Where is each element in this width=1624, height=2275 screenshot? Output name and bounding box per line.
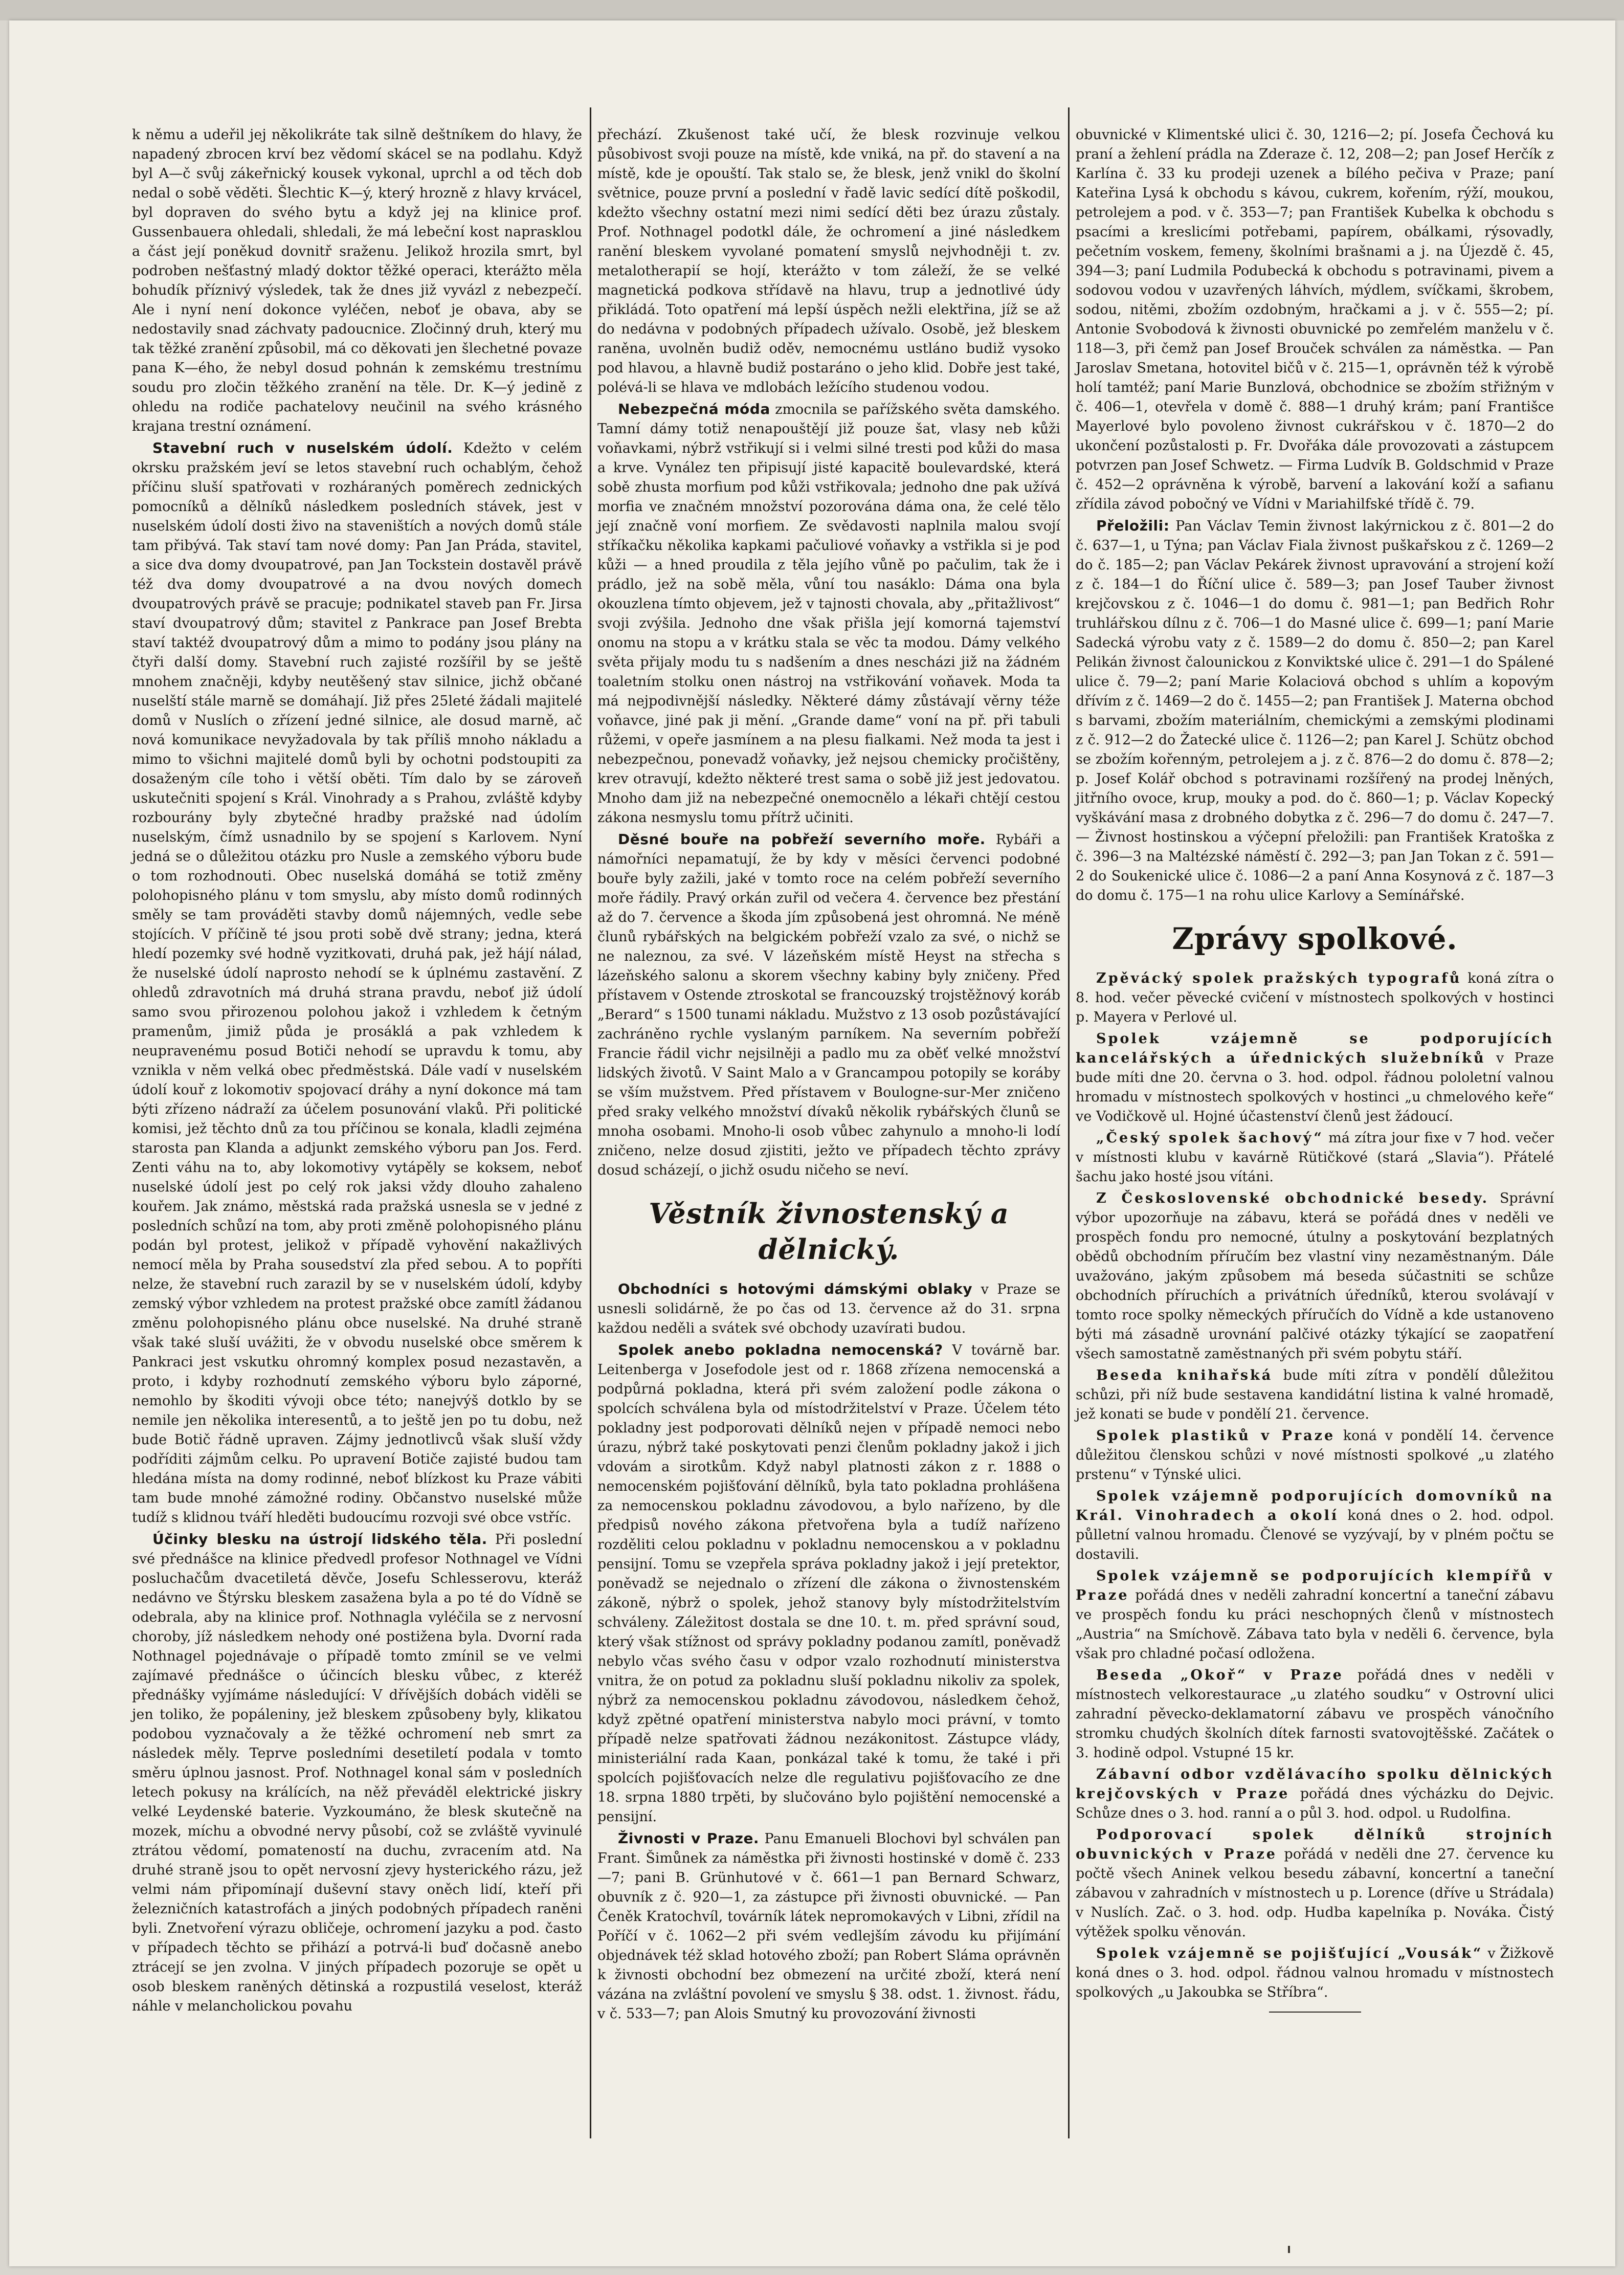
article-text: Při poslední své přednášce na klinice předvedl profesor Nothnagel ve Vídni posluchačům dvacetiletá děvče, Josefu Schlesserovu, kteráž nedávno ve Štýrsku bleskem zasažena byla a po té do Vídně se odebrala, aby na klinice prof. Nothnagla vyléčila se z nervosní choroby, jíž následkem nehody oné postižena byla. Dvorní rada Nothnagel pojednávaje o případě tomto zmínil se ve velmi zajímavé přednášce o účincích blesku vůbec, z kteréž přednášky vyjímáme následující: V dřívějších dobách viděli se jen toliko, že popáleniny, jež bleskem způsobeny byly, klikatou podobou vyznačovaly a že těžké ochromení neb smrt za následek měly. Teprve posledními desetiletí podala v tomto směru úplnou jasnost. Prof. Nothnagel konal sám v posledních letech pokusy na králících, na něž převáděl elektrické jiskry velké Leydenské baterie. Vyzkoumáno, že blesk skutečně na mozek, míchu a obvodné nervy působí, což se zvláště vyvinulé ztrátou vědomí, pomateností na duchu, zvracením atd. Na druhé straně jsou to opět nervosní zjevy hysterického rázu, jež velmi nám připomínají duševní stavy oněch lidí, kteří při železničních katastrofách a jiných podobných případech raněni byli. Znetvoření výrazu obličeje, ochromení jazyku a pod. často v případech těchto se přihází a potrvá-li buď dočasně anebo ztrácejí se jen zvolna. V jiných případech pozoruje se opět u osob bleskem raněných dětinská a rozpustilá veselost, kteráž náhle v melancholickou povahu (132, 1532, 582, 2014)
article-paragraph (597, 830, 1060, 1180)
article-heading: Spolek vzájemně podporujících domovníků na Král. Vinohradech a okolí (1076, 1488, 1554, 1523)
article-paragraph (1076, 1366, 1554, 1424)
article-paragraph (1076, 1566, 1554, 1664)
article-text: V továrně bar. Leitenberga v Josefodole jest od r. 1868 zřízena nemocenská a podpůrná pokladna, která při svém založení podle zákona o spolcích schválena byla od místodržitelství v Praze. Účelem této pokladny jest podporovati dělníků nejen v případě nemoci nebo úrazu, nýbrž také poskytovati penzi členům pokladny jakož i jich vdovám a sirotkům. Když nabyl platnosti zákon z r. 1888 o nemocenském pojišťování dělníků, byla tato pokladna prohlášena za nemocenskou pokladnu závodovou, a bylo nařízeno, by dle předpisů nového zákona přetvořena byla a tudíž nařízeno rozděliti celou pokladnu v pokladnu nemocenskou a v pokladnu pensijní. Tomu se vzepřela správa pokladny jakož i její pretektor, poněvadž se nejednalo o zřízení dle zákona o živnostenském zákoně, nýbrž o spolek, jehož stanovy byly místodržitelstvím schváleny. Záležitost dostala se dne 10. t. m. před správní soud, který však stížnost od správy pokladny podanou zamítl, poněvadž nebylo včas svého času v odpor vzalo rozhodnutí ministerstva vnitra, že on potud za pokladnu sluší pokladnu nikoliv za spolek, nýbrž za nemocenskou pokladnu závodovou, následkem čehož, když zpětné opatření ministerstva nabylo moci právní, v tomto případě nelze spatřovati žádnou nezákonitost. Zástupce vlády, ministeriální rada Kaan, ponkázal také k tomu, že také i při spolcích pojišťovacích nelze dle regulativu pojišťovacího ze dne 18. srpna 1880 trpěti, by slučováno bylo pojištění nemocenské a pensijní. (597, 1342, 1060, 1825)
article-text: Panu Emanueli Blochovi byl schválen pan Frant. Šimůnek za náměstka při živnosti hostinské v domě č. 233—7; pani B. Grünhutové v č. 661—1 pan Bernard Schwarz, obuvník z č. 920—1, za zástupce při živnosti obuvnické. — Pan Čeněk Kratochvíl, továrník látek nepromokavých v Libni, zřídil na Poříčí v č. 1062—2 při svém vedlejším závodu ku přijímání objednávek též sklad hotového zboží; pan Robert Sláma oprávněn k živnosti obchodní bez obmezení na určité zboží, která není vázána na zvláštní povolení ve smyslu § 38. odst. 1. živnost. řádu, v č. 533—7; pan Alois Smutný ku provozování živnosti (597, 1831, 1060, 2022)
article-heading: Beseda „Okoř“ v Praze (1096, 1667, 1344, 1683)
article-paragraph (1076, 1825, 1554, 1942)
column-rule-right (1068, 107, 1070, 2138)
article-heading: „Český spolek šachový“ (1096, 1130, 1324, 1146)
article-heading: Nebezpečná móda (618, 401, 770, 417)
article-paragraph (1076, 969, 1554, 1027)
article-text: koná zítra o 8. hod. večer pěvecké cvičení v místnostech spolkových v hostinci p. Mayera v Perlové ul. (1076, 970, 1554, 1025)
article-heading: Zpěvácký spolek pražských typografů (1096, 970, 1462, 986)
article-paragraph (1076, 1944, 1554, 2002)
article-heading: Spolek anebo pokladna nemocenská? (618, 1341, 943, 1358)
article-paragraph (597, 1340, 1060, 1827)
column-rule-left (590, 107, 591, 2138)
article-text: Pan Václav Temin živnost lakýrnickou z č. 801—2 do č. 637—1, u Týna; pan Václav Fiala živnost puškařskou z č. 1269—2 do č. 185—2; pan Václav Pekárek živnost upravování a strojení koží z č. 184—1 do Říční ulice č. 589—3; pan Josef Tauber živnost krejčovskou z č. 1046—1 do domu č. 981—1; pan Bedřich Rohr truhlářskou dílnu z č. 706—1 do Masné ulice č. 699—1; paní Marie Sadecká výrobu vaty z č. 1589—2 do domu č. 850—2; pan Karel Pelikán živnost čalounickou z Konviktské ulice č. 291—1 do Spálené ulice č. 79—2; paní Marie Kolaciová obchod s uhlím a kopovým dřívím z č. 1469—2 do č. 1455—2; pan František J. Materna obchod s barvami, zbožím materiálním, chemickými a zemskými plodinami z č. 912—2 do Žatecké ulice č. 1126—2; pan Karel J. Schütz obchod se zbožím kořenným, petrolejem a j. z č. 876—2 do domu č. 878—2; p. Josef Kolář obchod s potravinami rozšířený na prodej lněných, jitřního ovoce, krup, mouky a pod. do č. 860—1; p. Václav Kopecký vyškávání masa z drobného dobytka z č. 296—7 do domu č. 247—7. — Živnost hostinskou a výčepní přeložili: pan František Kratoška z č. 396—3 na Maltézské náměstí č. 292—3; pan Jan Tokan z č. 591—2 do Soukenické ulice č. 1086—2 a paní Anna Kosynová z č. 187—3 do domu č. 175—1 na rohu ulice Karlovy a Semínářské. (1076, 518, 1554, 903)
article-heading: Přeložili: (1096, 517, 1170, 534)
article-heading: Podporovací spolek dělníků strojních obuvnických v Praze (1076, 1827, 1554, 1862)
article-paragraph (1076, 1765, 1554, 1823)
scan-top-edge (0, 0, 1624, 20)
article-paragraph (1076, 1129, 1554, 1187)
article-paragraph (1076, 1487, 1554, 1564)
article-paragraph (597, 1829, 1060, 2024)
article-text: obuvnické v Klimentské ulici č. 30, 1216—2; pí. Josefa Čechová ku praní a žehlení prádla na Zderaze č. 12, 208—2; pan Josef Herčík z Karlína č. 33 ku prodeji uzenek a bílého pečiva v Praze; paní Kateřina Lysá k obchodu s kávou, cukrem, kořením, rýží, moukou, petrolejem a pod. v č. 353—7; pan František Kubelka k obchodu s psacími a kreslicími potřebami, papírem, obálkami, rýsovadly, pečetním voskem, femeny, školními brašnami a j. na Újezdě č. 45, 394—3; paní Ludmila Podubecká k obchodu s potravinami, pivem a sodovou vodou v uzavřených láhvích, mýdlem, svíčkami, škrobem, sodou, nitěmi, zbožím ozdobným, hračkami a j. v č. 555—2; pí. Antonie Svobodová k živnosti obuvnické po zemřelém manželu v č. 118—3, při čemž pan Josef Brouček schválen za náměstka. — Pan Jaroslav Smetana, hotovitel bičů v č. 215—1, oprávněn též k výrobě holí tamtéž; paní Marie Bunzlová, obchodnice se zbožím střižným v č. 406—1, otevřela v domě č. 888—1 druhý krám; paní Františce Mayerlové bylo povoleno živnost cukrářskou v č. 1870—2 do ukončení pozůstalosti p. Fr. Dvořáka dále provozovati a zástupcem potvrzen pan Josef Schwetz. — Firma Ludvík B. Goldschmid v Praze č. 452—2 oprávněna k výrobě, barvení a lakování koží a safianu zřídila závod pobočný ve Vídni v Mariahilfské třídě č. 79. (1076, 127, 1554, 512)
article-text: Kdežto v celém okrsku pražském jeví se letos stavební ruch ochablým, čehož příčinu sluší spatřovati v rozháraných poměrech zednických pomocníků a dělníků následkem posledních stávek, jest v nuselském údolí dosti živo na staveništích a nových domů stále tam přibývá. Tak staví tam nové domy: Pan Jan Práda, stavitel, a sice dva domy dvoupatrové, pan Jan Tockstein dostavěl právě též dva domy dvoupatrové a na dvou nových domech dvoupatrových právě se pracuje; podnikatel staveb pan Fr. Jirsa staví dvoupatrový dům; stavitel z Pankrace pan Josef Brebta staví taktéž dvoupatrový dům a mimo to podány jsou plány na čtyři další domy. Stavební ruch zajisté rozšířil by se ještě mnohem značněji, kdyby neutěšený stav silnice, jichž občané nuselští stále marně se domáhají. Již přes 25leté žádali majitelé domů v Nuslích o zřízení jedné silnice, ale dosud marně, ač nová komunikace nevyžadovala by tak příliš mnoho nákladu a mimo to všichni majitelé domů byli by ochotni podstoupiti za dosaženým cíle toho i větší oběti. Tím dalo by se zároveň uskutečniti spojení s Král. Vinohrady a s Prahou, zvláště kdyby rozbourány byly zbytečné hradby pražské nad údolím nuselským, čímž usnadnilo by se spojení s Karlovem. Nyní jedná se o důležitou otázku pro Nusle a zemského výboru bude o tom rozhodnouti. Obec nuselská domáhá se totiž změny polohopisného plánu v tom smyslu, aby místo domů rodinných směly se tam prováděti stavby domů nájemných, vedle sebe stojících. V příčině té jsou proti sobě dvě strany; jedna, která hledí pozemky své hodně vyzitkovati, druhá pak, jež hájí nálad, že nuselské údolí naprosto nehodí se k úplnému zastavění. Z ohledů zdravotních má druhá strana pravdu, neboť již údolí samo svou přirozenou polohou jakož i vzhledem k četným pramenům, jimiž půda je prosáklá a pak vzhledem k neupravenému posud Botiči nehodí se upravdu k tomu, aby vznikla v něm velká obec předměstská. Dále vadí v nuselském údolí kouř z lokomotiv spojovací dráhy a nyní dokonce má tam býti zřízeno nádraží za účelem posunování vlaků. Při politické komisi, jež těchto dnů za tou příčinou se konala, kladli zejména starosta pan Klanda a adjunkt zemského výboru pan Jos. Ferd. Zenti váhu na to, aby lokomotivy vytápěly se koksem, neboť nuselské údolí jest po celý rok jaksi vždy dlouho zahaleno kouřem. Jak známo, městská rada pražská usnesla se v jedné z posledních schůzí na tom, aby proti změně polohopisného plánu podán byl protest, jelikož v případě vyhovění nakažlivých nemocí měla by Praha sousedství zla před sebou. A to popříti nelze, že stavební ruch zarazil by se v nuselském údolí, kdyby zemský výbor vzhledem na protest pražské obce zamítl žádanou změnu polohopisného plánu obce nuselské. Na druhé straně však také sluší uvážiti, že v obvodu nuselské obce směrem k Pankraci jest vskutku ohromný komplex posud nezastavěn, a proto, i kdyby rozhodnutí zemského výboru bylo záporné, nemohlo by škoditi vývoji obce této; nanejvýš dotklo by se nemile jen několika interesentů, a to ještě jen po tu dobu, než bude Botič řádně upraven. Zájmy jednotlivců však sluší vždy podříditi zájmům celku. Po upravení Botiče zajisté budou tam hledána místa na domy rodinné, neboť blízkost ku Praze vábiti tam bude mnohé zámožné rodiny. Občanstvo nuselské může tudíž s klidnou tváří hleděti budoucímu rozvoji své obce vstříc. (132, 440, 582, 1526)
section-title-associations: Zprávy spolkové. (1172, 921, 1458, 956)
article-heading: Spolek vzájemně se pojišťující „Vousák“ (1096, 1946, 1483, 1961)
article-heading: Zábavní odbor vzdělávacího spolku dělnických krejčovských v Praze (1076, 1766, 1554, 1802)
article-heading: Spolek vzájemně se podporujících klempířů v Praze (1076, 1568, 1554, 1603)
article-text: bude míti zítra v pondělí důležitou schůzi, při níž bude sestavena kandidátní listina k valné hromadě, jež konati se bude v pondělí 21. července. (1076, 1367, 1554, 1422)
article-paragraph (1076, 1426, 1554, 1485)
article-text: má zítra jour fixe v 7 hod. večer v místnosti klubu v kavárně Rütičkové (stará „Slavia“). Přátelé šachu jako hosté jsou vítáni. (1076, 1130, 1554, 1185)
article-heading: Beseda knihařská (1096, 1367, 1273, 1383)
article-text: pořádá dnes v neděli zahradní koncertní a taneční zábavu ve prospěch fondu ku práci neschopných členů v místnostech „Austria“ na Smíchově. Zábava tato byla v neděli 6. července, byla však pro chladné počasí odložena. (1076, 1587, 1554, 1662)
article-text: Rybáři a námořníci nepamatují, že by kdy v měsíci červenci podobné bouře byly zažili, jaké v tomto roce na celém pobřeží severního moře řádily. Pravý orkán zuřil od večera 4. července bez přestání až do 7. července a škoda jím způsobená jest ohromná. Ne méně člunů rybářských na belgickém pobřeží vzalo za své, o nichž se ne naleznou, za své. V lázeňském místě Heyst na střecha s lázeňského salonu a skorem všechny kabiny byly zničeny. Před přístavem v Ostende ztroskotal se francouzský trojstěžnový koráb „Berard“ s 1500 tunami nákladu. Mužstvo z 13 osob pozůstávající zachráněno rychle vyslaným parníkem. Na severním pobřeží Francie řádil vichr nejsilněji a padlo mu za oběť velké množství lidských životů. V Saint Malo a v Grancampou potopily se koráby se vším mužstvem. Před přístavem v Boulogne-sur-Mer zničeno před sraky velkého množství dívaků několik rybářských člunů se mnoha osobami. Mnoho-li osob vůbec zahynulo a mnoho-li lodí zničeno, nelze dosud zjistiti, ježto ve případech těchto zprávy dosud scházejí, o jichž osudu ničeho se neví. (597, 832, 1060, 1178)
article-heading: Z Československé obchodnické besedy. (1096, 1190, 1489, 1206)
article-text: v Praze bude míti dne 20. června o 3. hod. odpol. řádnou pololetní valnou hromadu v místnostech spolkových v hostinci „u chmelového keře“ ve Vodičkově ul. Hojné účastenství členů jest žádoucí. (1076, 1050, 1554, 1124)
article-heading: Spolek vzájemně se podporujících kancelářských a úřednických služebníků (1076, 1031, 1554, 1066)
article-text: v Žižkově koná dnes o 3. hod. odpol. řádnou valnou hromadu v místnostech spolkových „u Jakoubka se Stříbra“. (1076, 1946, 1554, 2000)
newspaper-page (9, 20, 1615, 2266)
article-heading: Spolek plastiků v Praze (1096, 1428, 1336, 1444)
print-mark (1288, 2246, 1290, 2253)
article-paragraph (1076, 1189, 1554, 1364)
article-text: přechází. Zkušenost také učí, že blesk rozvinuje velkou působivost svoji pouze na místě, kde vniká, na př. do stavení a na místě, kde je opouští. Tak stalo se, že blesk, jenž vnikl do školní světnice, pouze první a poslední v řadě lavic sedící dítě poškodil, kdežto všechny ostatní mezi nimi sedící děti bez úrazu zůstaly. Prof. Nothnagel podotkl dále, že ochromení a jiné následkem ranění bleskem vyvolané pomatení smyslů nejvhodněji t. zv. metalotherapií se hojí, kterážto v tom záleží, že se velké magnetická podkova střídavě na hlavu, trup a jednotlivé údy přikládá. Toto opatření má lepší úspěch nežli elektřina, jíž se až do nedávna v podobných případech užívalo. Osobě, jež bleskem raněna, uvolněn budiž oděv, nemocnému ustláno budiž vysoko pod hlavou, a hlavně budiž postaráno o jeho klid. Dobře jest také, polévá-li se hlava ve mdlobách ležícího studenou vodou. (597, 127, 1060, 395)
article-text: pořádá dnes výcházku do Dejvic. Schůze dnes o 3. hod. ranní a o půl 3. hod. odpol. u Rudolfina. (1076, 1786, 1554, 1821)
article-heading: Děsné bouře na pobřeží severního moře. (618, 831, 986, 848)
article-paragraph (132, 438, 582, 1528)
article-text: zmocnila se pařížského světa damského. Tamní dámy totiž nenapouštějí již pouze šat, vlasy neb kůži voňavkami, nýbrž vstřikují si i velmi silné tresti pod kůži do masa a krve. Vynález ten připisují jisté kapacitě boulevardské, která sobě zhusta morfium pod kůži vstřikovala; jednoho dne pak užívá morfia ve značném množství pozorována dáma ona, že celé tělo její značně voní morfiem. Ze svědavosti naplnila malou svojí stříkačku několika kapkami pačuliové voňavky a vstřikla si je pod kůži — a hned proudila z těla jejího vůně po pačulim, tak že i prádlo, jež na sobě měla, vůní tou nasáklo: Dáma ona byla okouzlena tímto objevem, jež v tajnosti chovala, aby „přitažlivost“ svoji zvýšila. Jednoho dne však přišla její komorná tajemství onomu na stopu a v krátku stala se věc ta modou. Dámy velkého světa přijaly modu tu s nadšením a dnes nescházi již na žádném toaletním stolku onen nástroj na vstřikování voňavek. Moda ta má nejpodivnější následky. Některé dámy zůstávají věrny téže voňavce, jiné pak ji mění. „Grande dame“ voní na př. při tabuli růžemi, v opeře jasmínem a na plesu fialkami. Než moda ta jest i nebezpečnou, ponevadž voňavky, jež nejsou chemicky pročištěny, krev otravují, kdežto některé trest sama o sobě již jest jedovatou. Mnoho dam již na nebezpečné onemocnělo a lékaři chtějí cestou zákona nesmyslu tomu přítrž učiniti. (597, 402, 1060, 826)
article-paragraph (1076, 1029, 1554, 1127)
column-3 (1076, 125, 1554, 2013)
article-text: koná v pondělí 14. července důležitou členskou schůzi v nové místnosti spolkové „u zlatého prstenu“ v Týnské ulici. (1076, 1428, 1554, 1483)
article-paragraph (1076, 516, 1554, 905)
article-paragraph (1076, 1666, 1554, 1763)
article-heading: Obchodníci s hotovými dámskými oblaky (618, 1280, 973, 1297)
article-paragraph (597, 1279, 1060, 1338)
article-text: Správní výbor upozorňuje na zábavu, která se pořádá dnes v neděli ve prospěch fondu pro nemocné, útulny a poskytování bezplatných obědů obchodním příručím bez vlastní viny nezaměstnaným. Dále uvažováno, jakým způsobem má beseda súčastniti se schůze obchodních příruchích a privátních úředníků, kterou svolávají v tomto roce spolky německých příručích do Vídně a kde ustanoveno býti má zásadně urovnání palčivé otázky týkající se zaopatření všech samostatně zaměstnaných při svém pobytu stáří. (1076, 1190, 1554, 1362)
article-text: k němu a udeřil jej několikráte tak silně deštníkem do hlavy, že napadený zbrocen krví bez vědomí skácel se na podlahu. Když byl A—č svůj zákeřnický kousek vykonal, uprchl a od těch dob nedal o sobě věděti. Šlechtic K—ý, který hrozně z hlavy krvácel, byl dopraven do svého bytu a když jej na klinice prof. Gussenbauera ohledali, shledali, že má lebeční kost naprasklou a část její poněkud dovnitř sraženu. Jelikož hrozila smrt, byl podroben nešťastný mladý doktor těžké operaci, kterážto měla bohudík příznivý výsledek, tak že dnes již vyvázl z nebezpečí. Ale i nyní není dokonce vyléčen, neboť je obava, aby se nedostavily snad záchvaty padoucnice. Zločinný druh, který mu tak těžké zranění způsobil, má co děkovati jen šlechetné povaze pana K—ého, že nebyl dosud pohnán k zemskému trestnímu soudu pro zločin těžkého zranění na těle. Dr. K—ý jedině z ohledu na rodiče pachatelovy neučinil na svého krásného krajana trestní oznámení. (132, 127, 582, 434)
article-text: pořádá dnes v neděli v místnostech velkorestaurace „u zlatého soudku“ v Ostrovní ulici zahradní pěvecko-deklamatorní zábavu ve prospěch vánočního stromku chudých školních dítek farnosti svatovojtěšské. Začátek o 3. hodině odpol. Vstupné 15 kr. (1076, 1667, 1554, 1761)
section-title-trade: Věstník živnostenský a dělnický. (649, 1197, 1009, 1266)
article-text: pořádá v neděli dne 27. července ku počtě všech Aninek velkou besedu zábavní, koncertní a taneční zábavou v zahradních v místnostech u p. Lorence (dříve u Strádala) v Nuslích. Zač. o 3. hod. odp. Hudba kapelníka p. Nováka. Čistý výtěžek spolku věnován. (1076, 1846, 1554, 1940)
column-1 (132, 125, 582, 2018)
article-heading: Stavební ruch v nuselském údolí. (152, 439, 453, 456)
end-rule (1269, 2012, 1361, 2013)
article-heading: Živnosti v Praze. (618, 1830, 760, 1847)
article-text: koná dnes o 2. hod. odpol. půlletní valnou hromadu. Členové se vyzývají, by v plném počtu se dostavili. (1076, 1508, 1554, 1562)
article-heading: Účinky blesku na ústrojí lidského těla. (152, 1531, 487, 1548)
article-paragraph (132, 1530, 582, 2016)
article-paragraph (597, 400, 1060, 828)
column-2 (597, 125, 1060, 2026)
article-text: v Praze se usnesli solidárně, že po čas od 13. července až do 31. srpna každou neděli a svátek své obchody uzavírati budou. (597, 1282, 1060, 1336)
